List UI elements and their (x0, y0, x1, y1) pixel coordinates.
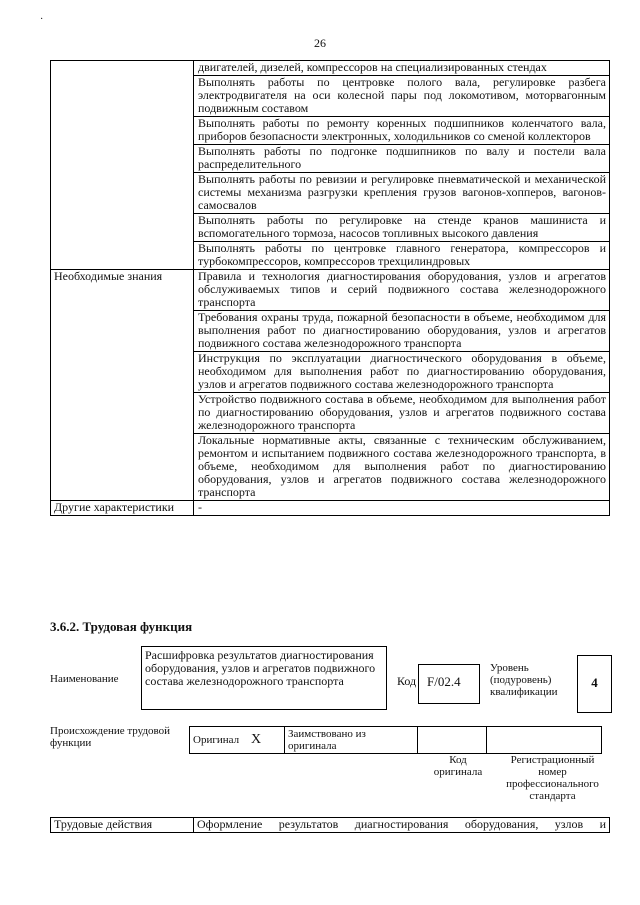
level-label: Уровень (подуровень) квалификации (490, 662, 558, 698)
table-row (51, 501, 610, 516)
row-text: Выполнять работы по подгонке подшипников по валу и постели вала распределительного (194, 145, 610, 173)
reg-number-caption: Регистрационный номер профессионального стандарта (506, 754, 599, 802)
row-text: Требования охраны труда, пожарной безопасности в объеме, необходимом для выполнения работ по диагностированию оборудования, узлов и агрегатов подвижного состава железнодорожного транспорта (194, 311, 610, 352)
code-original-cell (418, 727, 487, 754)
original-label: Оригинал (190, 727, 249, 754)
code-label: Код (397, 674, 417, 688)
name-label: Наименование (50, 673, 119, 685)
level-value-box: 4 (577, 655, 612, 713)
code-value-box: F/02.4 (418, 664, 480, 704)
row-text: Выполнять работы по центровке главного генератора, компрессоров и турбокомпрессоров, компрессоров трехцилиндровых (194, 242, 610, 270)
labor-actions-label: Трудовые действия (51, 818, 194, 833)
section-heading: 3.6.2. Трудовая функция (50, 619, 193, 634)
corner-mark: · (40, 14, 44, 25)
row-text: Правила и технология диагностирования оборудования, узлов и агрегатов обслуживаемых типов и серий подвижного состава железнодорожного транспорта (194, 270, 610, 311)
reg-number-cell (487, 727, 602, 754)
row-text: Выполнять работы по центровке полого вала, регулировке разбега электродвигателя на оси колесной пары под локомотивом, моторвагонным подвижным составом (194, 76, 610, 117)
row-text: - (194, 501, 610, 516)
page-number: 26 (314, 36, 326, 50)
row-text: Инструкция по эксплуатации диагностического оборудования в объеме, необходимом для выполнения работ по диагностированию оборудования, узлов и агрегатов подвижного состава железнодорожного транспорта (194, 352, 610, 393)
origin-table (189, 726, 602, 754)
borrowed-label: Заимствовано из оригинала (285, 727, 418, 754)
row-text: Выполнять работы по ремонту коренных подшипников коленчатого вала, приборов безопасности электронных, холодильников со сменой коллекторов (194, 117, 610, 145)
table-row (51, 270, 610, 311)
row-text: Выполнять работы по регулировке на стенде кранов машиниста и вспомогательного тормоза, насосов топливных высокого давления (194, 214, 610, 242)
row-text: Выполнять работы по ревизии и регулировке пневматической и механической системы механизма разгрузки крепления грузов вагонов-хопперов, вагонов-самосвалов (194, 173, 610, 214)
row-label (51, 61, 194, 270)
code-original-caption: Код оригинала (433, 754, 483, 778)
row-text: двигателей, дизелей, компрессоров на специализированных стендах (194, 61, 610, 76)
origin-label: Происхождение трудовой функции (50, 725, 171, 749)
row-text: Локальные нормативные акты, связанные с техническим обслуживанием, ремонтом и испытанием подвижного состава железнодорожного транспорта, в объеме, необходимом для выполнения работ по диагностированию оборудования, узлов и агрегатов подвижного состава железнодорожного транспорта (194, 434, 610, 501)
row-label: Необходимые знания (51, 270, 194, 501)
labor-actions-table (50, 817, 610, 833)
row-text: Устройство подвижного состава в объеме, необходимом для выполнения работ по диагностированию оборудования, узлов и агрегатов подвижного состава железнодорожного транспорта (194, 393, 610, 434)
function-name-box: Расшифровка результатов диагностирования оборудования, узлов и агрегатов подвижного состава железнодорожного транспорта (141, 646, 387, 710)
original-mark: X (248, 727, 285, 754)
skills-knowledge-table (50, 60, 610, 516)
row-label: Другие характеристики (51, 501, 194, 516)
labor-actions-text: Оформление результатов диагностирования оборудования, узлов и (194, 818, 610, 833)
table-row (51, 61, 610, 76)
